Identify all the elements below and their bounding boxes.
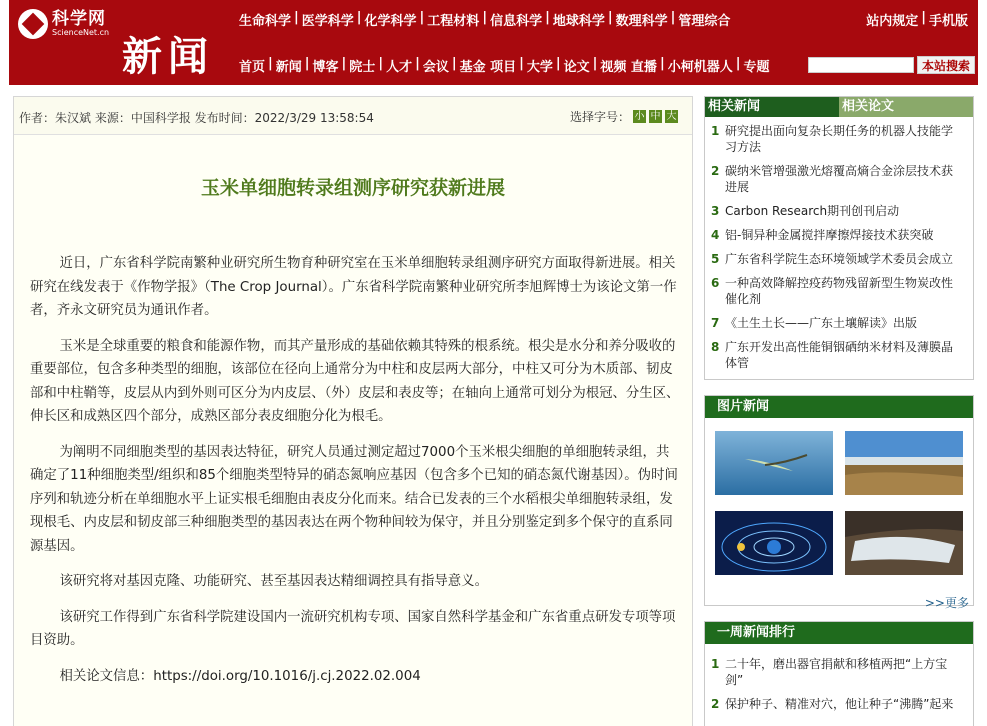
article-paragraph: 该研究将对基因克隆、功能研究、甚至基因表达精细调控具有指导意义。 [59,574,488,589]
tab-related-papers[interactable]: 相关论文 [839,97,973,117]
list-item[interactable]: 2 保护种子、精准对穴，他让种子“沸腾”起来 [711,697,954,711]
font-size-label: 选择字号： [569,110,630,124]
utility-nav: 站内规定 | 手机版 [866,10,968,29]
weekly-ranking-panel [704,621,974,726]
list-item[interactable]: 1 研究提出面向复杂长期任务的机器人技能学习方法 [711,124,954,154]
nav-blog[interactable]: 博客 [312,60,339,75]
article-paragraph: 近日，广东省科学院南繁种业研究所生物育种研究室在玉米单细胞转录组测序研究方面取得新进展。相关研究在线发表于《作物学报》（The Crop Journal）。广东省科学院南繁种业研究所李旭辉博士为该论文第一作者，齐永文研究员为通讯作者。 [30,256,677,318]
article-paragraph: 玉米是全球重要的粮食和能源作物，而其产量形成的基础依赖其特殊的根系统。根尖是水分和养分吸收的重要部位，包含多种类型的细胞，该部位在径向上通常分为中柱和皮层两大部分，中柱又可分为木质部、韧皮部和中柱鞘等，皮层从内到外则可区分为内皮层、（外）皮层和表皮等；在轴向上通常可划分为根冠、分生区、伸长区和成熟区四个部分，成熟区部分表皮细胞分化为根毛。 [30,338,680,424]
logo-name: 科学网 [52,9,106,29]
list-item[interactable]: 7 《土生土长——广东土壤解读》出版 [711,316,918,330]
font-size-small-button[interactable]: 小 [634,111,645,122]
list-item[interactable]: 4 铝-铜异种金属搅拌摩擦焊接技术获突破 [711,228,934,242]
nav-mobile[interactable]: 手机版 [928,14,968,29]
logo-icon [18,9,48,39]
tab-related-news[interactable]: 相关新闻 [705,97,839,117]
nav-engineering[interactable]: 工程材料 [427,14,480,29]
list-item[interactable]: 6 一种高效降解控疫药物残留新型生物炭改性催化剂 [711,276,954,306]
nav-conference[interactable]: 会议 [422,60,449,75]
nav-information[interactable]: 信息科学 [490,14,543,29]
nav-video[interactable]: 视频 直播 [600,60,657,75]
article-container [13,96,693,726]
nav-math-physics[interactable]: 数理科学 [615,14,668,29]
nav-funding[interactable]: 基金 项目 [459,60,517,75]
list-item[interactable]: 3 Carbon Research期刊创刊启动 [711,204,900,218]
article-paragraph: 该研究工作得到广东省科学院建设国内一流研究机构专项、国家自然科学基金和广东省重点研发专项等项目资助。 [30,609,676,648]
nav-management[interactable]: 管理综合 [678,14,731,29]
photo-news-title: 图片新闻 [705,396,973,418]
weekly-ranking-title: 一周新闻排行 [705,622,973,644]
font-size-medium-button[interactable]: 中 [650,111,661,122]
photo-landscape[interactable] [845,431,963,495]
nav-home[interactable]: 首页 [239,60,266,75]
weekly-ranking-list [705,644,973,712]
photo-more-link[interactable]: >>更多 [924,596,969,610]
photo-magnetosphere[interactable] [715,511,833,575]
photo-bird-over-water[interactable] [715,431,833,495]
paper-doi-link[interactable]: 相关论文信息：https://doi.org/10.1016/j.cj.2022.02.004 [59,668,421,684]
related-panel [704,96,974,380]
related-news-list [705,117,973,371]
search-input[interactable] [808,57,914,73]
main-nav: 首页 | 新闻 | 博客 | 院士 | 人才 | 会议 | 基金 项目 | 大学 | 论文 | 视频 直播 | 小柯机器人 | 专题 [239,56,770,75]
nav-earth[interactable]: 地球科学 [552,14,605,29]
nav-academicians[interactable]: 院士 [349,60,376,75]
photo-news-panel [704,395,974,610]
nav-chemistry[interactable]: 化学科学 [364,14,417,29]
subject-nav: 生命科学 | 医学科学 | 化学科学 | 工程材料 | 信息科学 | 地球科学 | 数理科学 | 管理综合 [239,10,731,29]
nav-papers[interactable]: 论文 [563,60,590,75]
list-item[interactable]: 1 二十年，磨出器官捐献和移植两把“上方宝剑” [711,657,948,687]
nav-medical-science[interactable]: 医学科学 [301,14,354,29]
list-item[interactable]: 8 广东开发出高性能铜铟硒纳米材料及薄膜晶体管 [711,340,954,370]
nav-university[interactable]: 大学 [526,60,553,75]
nav-robot[interactable]: 小柯机器人 [667,60,733,75]
search-button[interactable]: 本站搜索 [917,56,975,74]
font-size-selector [570,108,678,125]
article-meta: 作者：朱汉斌 来源：中国科学报 发布时间：2022/3/29 13:58:54 [19,111,374,125]
font-size-large-button[interactable]: 大 [666,111,677,122]
section-title: 新闻 [122,34,214,80]
list-item[interactable]: 5 广东省科学院生态环境领域学术委员会成立 [711,252,954,266]
article-body [30,252,680,700]
site-logo[interactable] [18,6,118,42]
article-meta-bar [14,97,692,135]
nav-topics[interactable]: 专题 [743,60,770,75]
article-title: 玉米单细胞转录组测序研究获新进展 [200,177,505,199]
logo-domain: ScienceNet.cn [52,28,110,37]
nav-talent[interactable]: 人才 [386,60,413,75]
site-header [9,0,978,85]
nav-news[interactable]: 新闻 [275,60,302,75]
nav-life-science[interactable]: 生命科学 [239,14,292,29]
article-paragraph: 为阐明不同细胞类型的基因表达特征，研究人员通过测定超过7000个玉米根尖细胞的单细胞转录组，共确定了11种细胞类型/组织和85个细胞类型特异的硝态氮响应基因（包含多个已知的硝态氮代谢基因）。伪时间序列和轨迹分析在单细胞水平上证实根毛细胞由表皮分化而来。结合已发表的三个水稻根尖单细胞转录组，发现根毛、内皮层和韧皮部三种细胞类型的基因表达在两个物种间较为保守，并且分别鉴定到多个保守的直系同源基因。 [30,444,678,554]
related-tabs [705,97,973,117]
list-item[interactable]: 2 碳纳米管增强激光熔覆高熵合金涂层技术获进展 [711,164,954,194]
nav-site-rules[interactable]: 站内规定 [866,14,919,29]
photo-ice-field[interactable] [845,511,963,575]
